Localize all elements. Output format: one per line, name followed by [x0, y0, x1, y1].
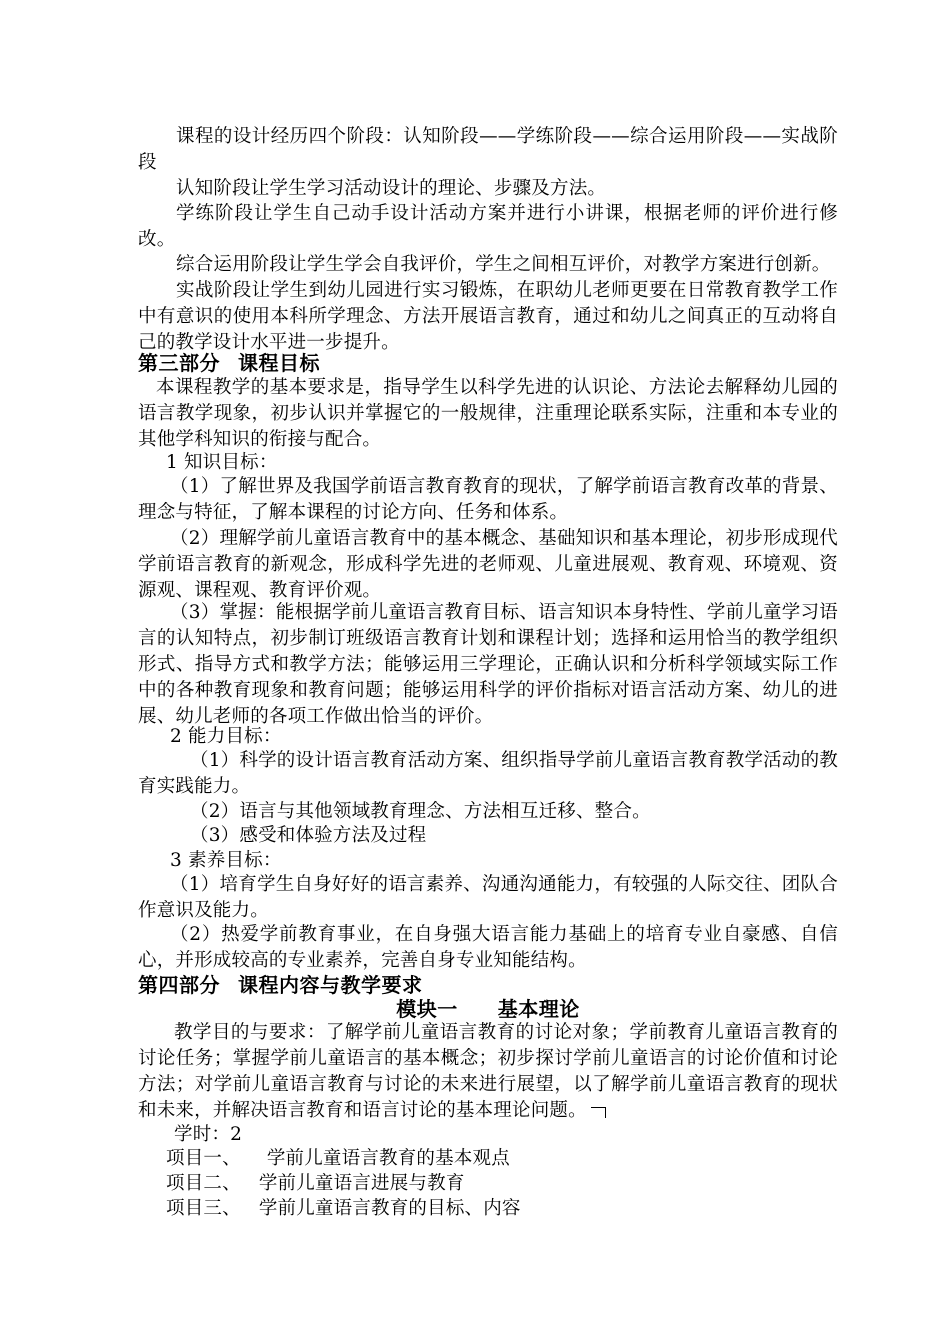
knowledge-goals-title: 1 知识目标：: [166, 452, 278, 473]
paragraph-comprehensive-stage: 综合运用阶段让学生学会自我评价，学生之间相互评价，对教学方案进行创新。: [176, 254, 831, 275]
project-title: 学前儿童语言教育的基本观点: [266, 1148, 510, 1169]
project-title: 学前儿童语言教育的目标、内容: [258, 1198, 521, 1219]
project-number: 项目三、: [166, 1198, 241, 1219]
quality-goal-item: （1）培育学生自身好好的语言素养、沟通沟通能力，有较强的人际交往、团队合作意识及能力。: [138, 874, 838, 921]
knowledge-goal-item: （3）掌握：能根据学前儿童语言教育目标、语言知识本身特性、学前儿童学习语言的认知特点，初步制订班级语言教育计划和课程计划；选择和运用恰当的教学组织形式、指导方式和教学方法；能够运用三学理论，正确认识和分析科学领域实际工作中的各种教育现象和教育问题；能够运用科学的评价指标对语言活动方案、幼儿的进展、幼儿老师的各项工作做出恰当的评价。: [138, 602, 838, 727]
project-title: 学前儿童语言进展与教育: [258, 1173, 465, 1194]
knowledge-goal-item: （2）理解学前儿童语言教育中的基本概念、基础知识和基本理论，初步形成现代学前语言教育的新观念，形成科学先进的老师观、儿童进展观、教育观、环境观、资源观、课程观、教育评价观。: [138, 528, 838, 601]
paragraph-teaching-objective: [138, 1020, 838, 1124]
paragraph-course-overview: 本课程教学的基本要求是，指导学生以科学先进的认识论、方法论去解释幼儿园的语言教学现象，初步认识并掌握它的一般规律，注重理论联系实际，注重和本专业的其他学科知识的衔接与配合。: [138, 377, 838, 450]
paragraph-stages: 课程的设计经历四个阶段：认知阶段——学练阶段——综合运用阶段——实战阶段: [138, 126, 838, 173]
project-item: [138, 1171, 838, 1197]
ability-goal-item: （3）感受和体验方法及过程: [190, 825, 427, 846]
paragraph-actual-stage: 实战阶段让学生到幼儿园进行实习锻炼，在职幼儿老师更要在日常教育教学工作中有意识的使用本科所学理念、方法开展语言教育，通过和幼儿之间真正的互动将自己的教学设计水平进一步提升。: [138, 280, 838, 353]
heading-part-four-title: 课程内容与教学要求: [238, 973, 423, 997]
knowledge-goal-item: （1）了解世界及我国学前语言教育教育的现状，了解学前语言教育改革的背景、理念与特征，了解本课程的讨论方向、任务和体系。: [138, 476, 838, 523]
teaching-objective-text: 教学目的与要求：了解学前儿童语言教育的讨论对象；学前教育儿童语言教育的讨论任务；掌握学前儿童语言的基本概念；初步探讨学前儿童语言的讨论价值和讨论方法；对学前儿童语言教育与讨论的未来进行展望，以了解学前儿童语言教育的现状和未来，并解决语言教育和语言讨论的基本理论问题。: [138, 1022, 838, 1121]
heading-part-three-title: 课程目标: [238, 351, 320, 375]
heading-module-one: [138, 996, 838, 1022]
module-title: 基本理论: [497, 997, 580, 1021]
ability-goals-title: 2 能力目标：: [170, 726, 282, 747]
quality-goal-item: （2）热爱学前教育事业，在自身强大语言能力基础上的培育专业自豪感、自信心，并形成较高的专业素养，完善自身专业知能结构。: [138, 924, 838, 971]
project-item: [138, 1196, 838, 1222]
project-number: 项目二、: [166, 1173, 241, 1194]
class-hours: 学时：2: [174, 1124, 243, 1145]
quality-goals-title: 3 素养目标：: [170, 850, 282, 871]
project-item: [138, 1146, 838, 1172]
heading-part-three: [138, 350, 320, 376]
module-number: 模块一: [396, 997, 458, 1021]
edit-mark-icon: [591, 1107, 606, 1118]
heading-part-three-number: 第三部分: [138, 351, 220, 375]
heading-part-four-number: 第四部分: [138, 973, 220, 997]
paragraph-cognitive-stage: 认知阶段让学生学习活动设计的理论、步骤及方法。: [176, 178, 607, 199]
ability-goal-item: （2）语言与其他领域教育理念、方法相互迁移、整合。: [190, 801, 651, 822]
heading-part-four: [138, 972, 423, 998]
paragraph-practice-stage: 学练阶段让学生自己动手设计活动方案并进行小讲课，根据老师的评价进行修改。: [138, 203, 838, 250]
ability-goal-item: （1）科学的设计语言教育活动方案、组织指导学前儿童语言教育教学活动的教育实践能力。: [138, 750, 838, 797]
project-number: 项目一、: [166, 1148, 241, 1169]
